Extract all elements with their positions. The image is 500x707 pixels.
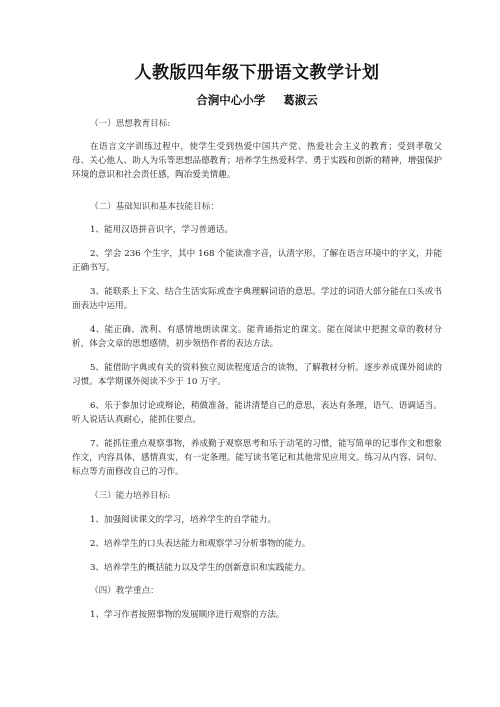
paragraph-ability-1: 1、加强阅读课文的学习，培养学生的自学能力。	[90, 515, 276, 525]
school-name: 合涧中心小学	[196, 93, 266, 107]
paragraph-skill-3: 3、能联系上下文、结合生活实际或查字典理解词语的意思。学过的词语大部分能在口头或书面表达中运用。	[72, 287, 442, 311]
paragraph-moral-goals: 在语言文字训练过程中，使学生受到热爱中国共产党、热爱社会主义的教育；受到孝敬父母、关心他人、助人为乐等思想品德教育；培养学生热爱科学、勇于实践和创新的精神，增强保护环境的意识和社会责任感，陶冶爱美情趣。	[72, 142, 442, 180]
section-heading-key-points: （四）教学重点：	[90, 586, 159, 596]
paragraph-skill-6: 6、乐于参加讨论或辩论，稍做准备，能讲清楚自己的意思，表达有条理，语气、语调适当。听人说话认真耐心，能抓住要点。	[72, 401, 442, 425]
paragraph-skill-5: 5、能借助字典或有关的资料独立阅读程度适合的读物，了解教材分析。逐步养成课外阅读的习惯。本学期课外阅读不少于 10 万字。	[72, 363, 442, 387]
paragraph-ability-3: 3、培养学生的概括能力以及学生的创新意识和实践能力。	[90, 563, 311, 573]
paragraph-ability-2: 2、培养学生的口头表达能力和观察学习分析事物的能力。	[90, 539, 311, 549]
section-heading-moral: （一）思想教育目标:	[90, 119, 171, 129]
paragraph-skill-4: 4、能正确、流利、有感情地朗读课文。能背诵指定的课文。能在阅读中把握文章的教材分析，体会文章的思想感情，初步领悟作者的表达方法。	[72, 325, 442, 349]
paragraph-skill-2: 2、学会 236 个生字，其中 168 个能读准字音，认清字形，了解在语言环境中的字义，并能正确书写。	[72, 249, 442, 273]
author-name: 葛淑云	[283, 93, 318, 107]
document-title: 人教版四年级下册语文教学计划	[134, 63, 380, 83]
section-heading-basic-skills: （二）基础知识和基本技能目标：	[90, 202, 219, 212]
paragraph-skill-7: 7、能抓住重点观察事物，养成勤于观察思考和乐于动笔的习惯，能写简单的记事作文和想象作文，内容具体，感情真实，有一定条理。能写读书笔记和其他常见应用文。练习从内容、词句、标点等方面修改自己的习作。	[72, 439, 442, 477]
paragraph-key-point-1: 1、学习作者按照事物的发展顺序进行观察的方法。	[90, 610, 285, 620]
paragraph-skill-1: 1、能用汉语拼音识字，学习普通话。	[90, 225, 233, 235]
document-byline	[72, 92, 442, 108]
section-heading-ability: （三）能力培养目标:	[90, 491, 171, 501]
